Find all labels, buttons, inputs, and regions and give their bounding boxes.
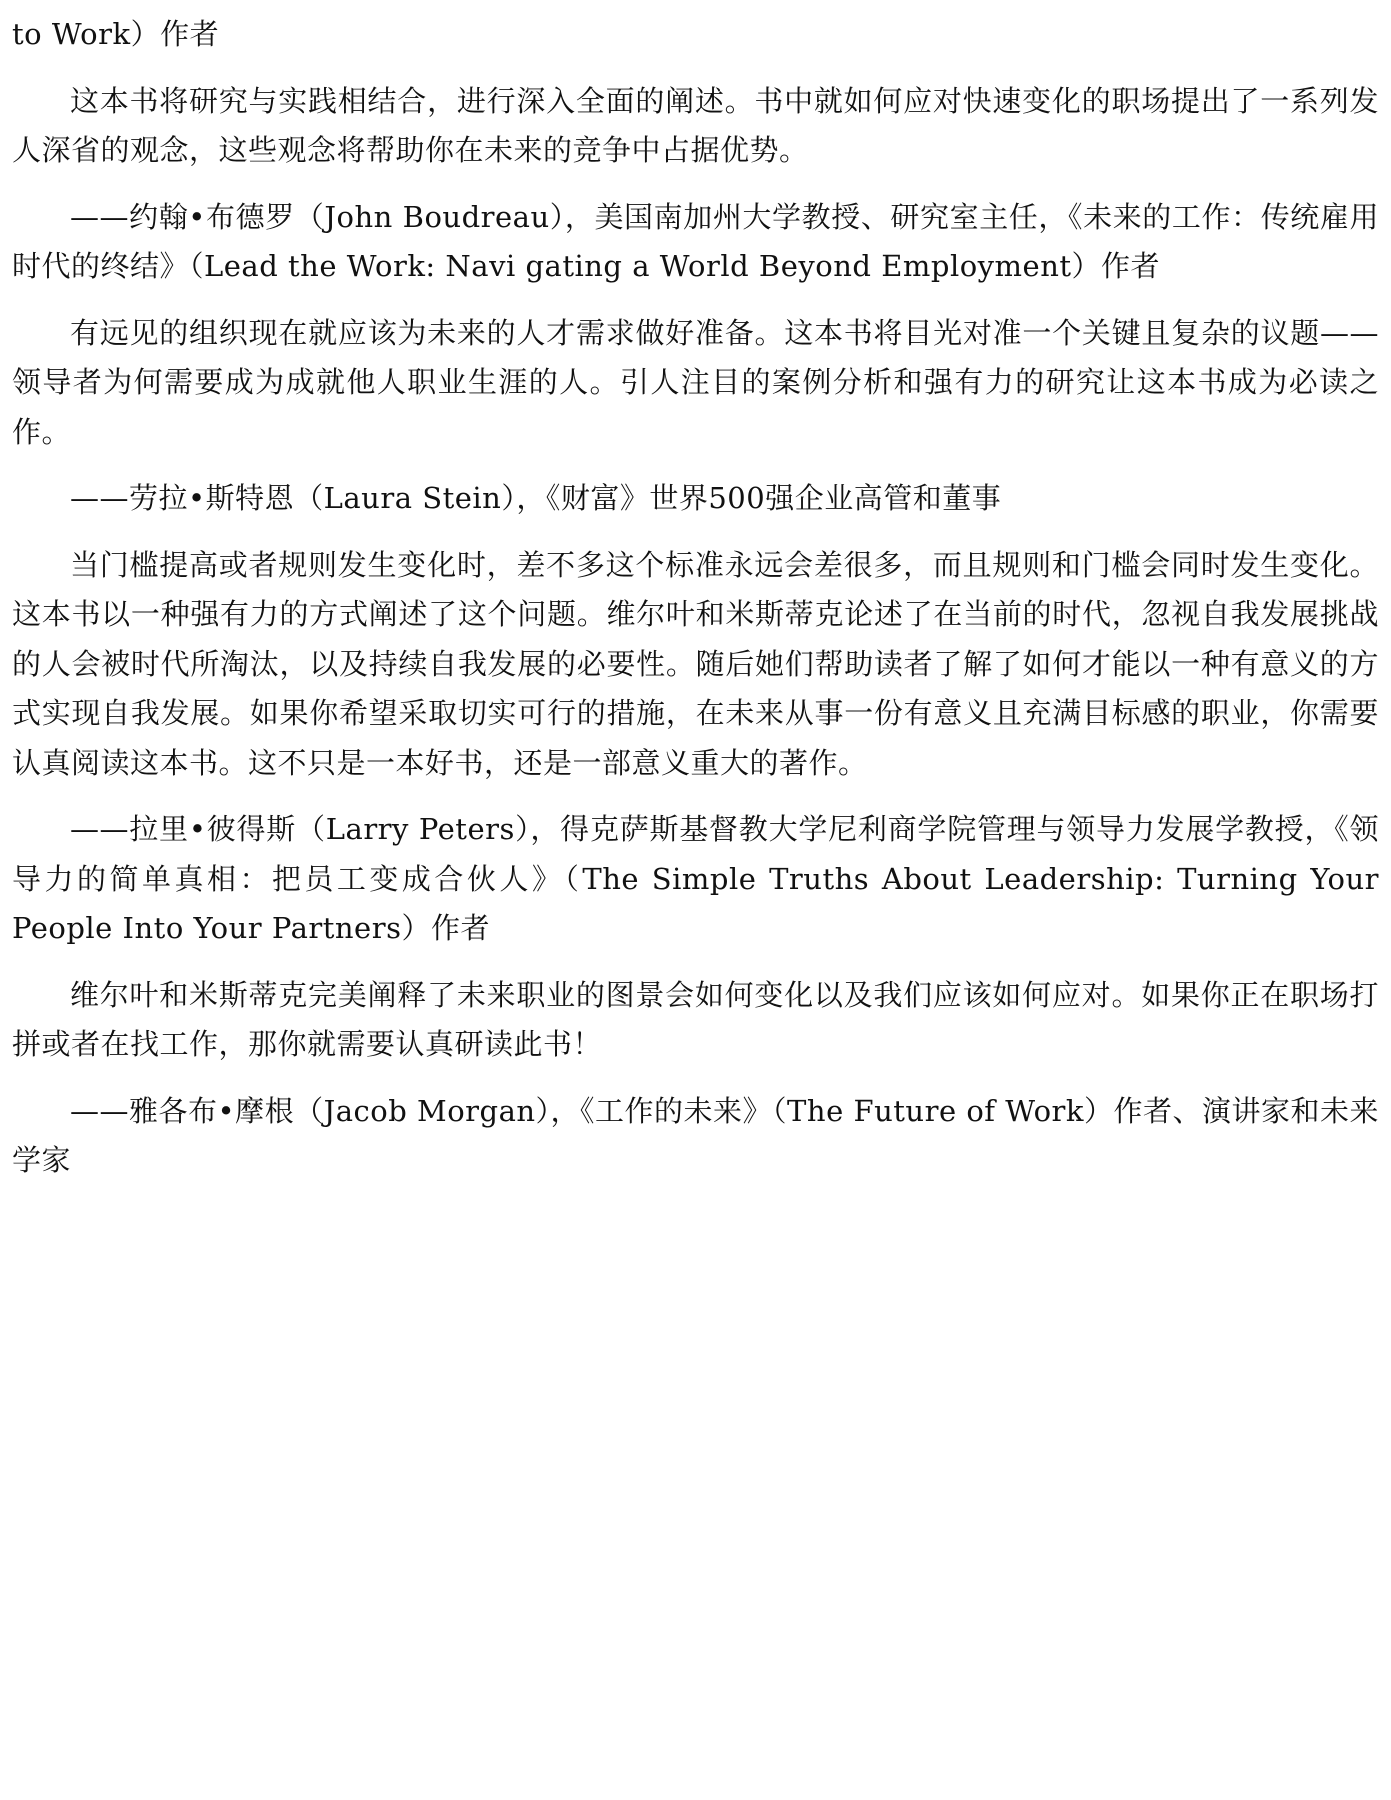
endorsement-attribution-1: ——约翰•布德罗（John Boudreau），美国南加州大学教授、研究室主任，《未来的工作：传统雇用时代的终结》（Lead the Work: Navi gating a World Beyond Employment）作者	[12, 199, 1379, 283]
endorsement-attribution-4: ——雅各布•摩根（Jacob Morgan），《工作的未来》（The Future of Work）作者、演讲家和未来学家	[12, 1093, 1379, 1177]
endorsement-attribution-3: ——拉里•彼得斯（Larry Peters），得克萨斯基督教大学尼利商学院管理与领导力发展学教授，《领导力的简单真相：把员工变成合伙人》（The Simple Truths About Leadership: Turning Your People Into Your Partners）作者	[12, 812, 1379, 945]
endorsement-quote-2: 有远见的组织现在就应该为未来的人才需求做好准备。这本书将目光对准一个关键且复杂的议题——领导者为何需要成为成就他人职业生涯的人。引人注目的案例分析和强有力的研究让这本书成为必读之作。	[12, 315, 1379, 449]
document-page	[12, 10, 1379, 1203]
endorsement-attribution-2: ——劳拉•斯特恩（Laura Stein），《财富》世界500强企业高管和董事	[70, 481, 1002, 515]
endorsement-quote-1: 这本书将研究与实践相结合，进行深入全面的阐述。书中就如何应对快速变化的职场提出了一系列发人深省的观念，这些观念将帮助你在未来的竞争中占据优势。	[12, 83, 1379, 167]
continuation-line: to Work）作者	[12, 17, 220, 51]
endorsement-quote-4: 维尔叶和米斯蒂克完美阐释了未来职业的图景会如何变化以及我们应该如何应对。如果你正在职场打拼或者在找工作，那你就需要认真研读此书！	[12, 977, 1379, 1061]
endorsement-quote-3: 当门槛提高或者规则发生变化时，差不多这个标准永远会差很多，而且规则和门槛会同时发生变化。这本书以一种强有力的方式阐述了这个问题。维尔叶和米斯蒂克论述了在当前的时代，忽视自我发展挑战的人会被时代所淘汰，以及持续自我发展的必要性。随后她们帮助读者了解了如何才能以一种有意义的方式实现自我发展。如果你希望采取切实可行的措施，在未来从事一份有意义且充满目标感的职业，你需要认真阅读这本书。这不只是一本好书，还是一部意义重大的著作。	[12, 547, 1379, 780]
